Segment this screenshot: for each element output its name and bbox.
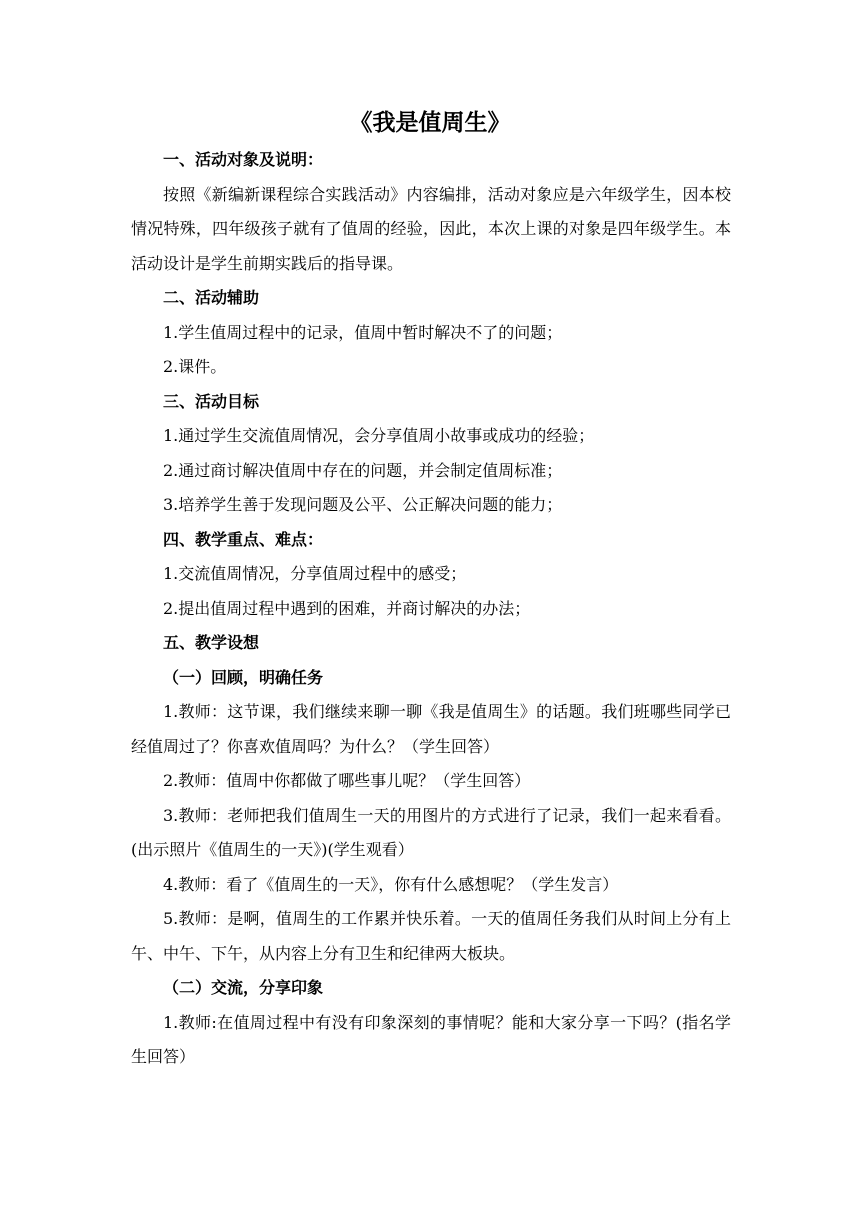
teaching-paragraph: 1.教师：这节课，我们继续来聊一聊《我是值周生》的话题。我们班哪些同学已经值周过了？你喜欢值周吗？为什么？（学生回答） [131,702,731,756]
subsection-heading-2: （二）交流，分享印象 [163,978,324,997]
teaching-paragraph: 3.教师：老师把我们值周生一天的用图片的方式进行了记录，我们一起来看看。(出示照片《值周生的一天》)(学生观看） [131,805,731,859]
document-body [131,143,731,1075]
list-item: 1.交流值周情况，分享值周过程中的感受； [163,564,467,583]
list-item: 2.提出值周过程中遇到的困难，并商讨解决的办法； [163,598,531,618]
section-heading-3: 三、活动目标 [163,391,260,411]
list-item: 2.课件。 [163,357,227,376]
section-heading-5: 五、教学设想 [163,633,260,652]
list-item: 2.通过商讨解决值周中存在的问题，并会制定值周标准； [163,460,563,480]
teaching-paragraph: 5.教师：是啊，值周生的工作累并快乐着。一天的值周任务我们从时间上分有上午、中午、下午，从内容上分有卫生和纪律两大板块。 [131,909,731,963]
subsection-heading-1: （一）回顾，明确任务 [163,667,324,687]
list-item: 1.学生值周过程中的记录，值周中暂时解决不了的问题； [163,322,563,342]
section-heading-4: 四、教学重点、难点： [163,529,324,549]
list-item: 1.通过学生交流值周情况，会分享值周小故事或成功的经验； [163,426,595,445]
document-title: 《我是值周生》 [349,109,511,136]
section-heading-2: 二、活动辅助 [163,288,260,307]
list-item: 3.培养学生善于发现问题及公平、公正解决问题的能力； [163,495,563,514]
teaching-paragraph: 4.教师：看了《值周生的一天》，你有什么感想呢？（学生发言） [163,874,619,894]
teaching-paragraph: 2.教师：值周中你都做了哪些事儿呢？（学生回答） [163,771,531,790]
section-heading-1: 一、活动对象及说明： [163,150,324,169]
section-1-paragraph: 按照《新编新课程综合实践活动》内容编排，活动对象应是六年级学生，因本校情况特殊，四年级孩子就有了值周的经验，因此，本次上课的对象是四年级学生。本活动设计是学生前期实践后的指导课。 [131,184,731,273]
teaching-paragraph: 1.教师:在值周过程中有没有印象深刻的事情呢？能和大家分享一下吗？(指名学生回答） [131,1012,731,1066]
